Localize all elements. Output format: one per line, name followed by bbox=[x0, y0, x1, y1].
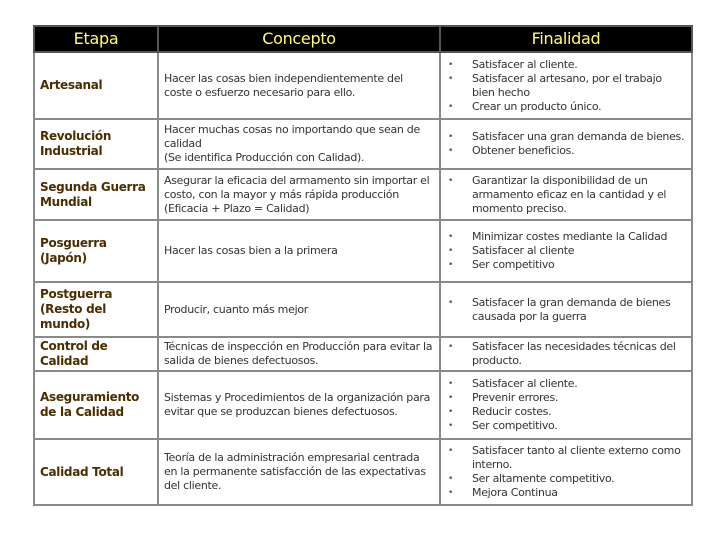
finalidad-item: • Ser competitivo bbox=[446, 258, 686, 272]
finalidad-item: • Satisfacer al cliente. bbox=[446, 58, 686, 72]
etapa-cell: Calidad Total bbox=[34, 439, 158, 505]
etapa-cell: Aseguramiento de la Calidad bbox=[34, 371, 158, 439]
etapa-cell: Postguerra (Resto del mundo) bbox=[34, 282, 158, 337]
finalidad-list bbox=[446, 58, 686, 114]
table-row bbox=[34, 371, 692, 439]
finalidad-cell bbox=[440, 439, 692, 505]
finalidad-list bbox=[446, 377, 686, 433]
concepto-cell: Asegurar la eficacia del armamento sin importar el costo, con la mayor y más rápida producción (Eficacia + Plazo = Calidad) bbox=[158, 169, 440, 220]
finalidad-item: • Satisfacer las necesidades técnicas del producto. bbox=[446, 340, 686, 368]
finalidad-item: • Satisfacer al artesano, por el trabajo bien hecho bbox=[446, 72, 686, 100]
finalidad-cell bbox=[440, 220, 692, 282]
finalidad-item: • Ser altamente competitivo. bbox=[446, 472, 686, 486]
finalidad-item: • Minimizar costes mediante la Calidad bbox=[446, 230, 686, 244]
table-row bbox=[34, 52, 692, 119]
concepto-cell: Técnicas de inspección en Producción para evitar la salida de bienes defectuosos. bbox=[158, 337, 440, 371]
finalidad-item: • Crear un producto único. bbox=[446, 100, 686, 114]
finalidad-cell bbox=[440, 119, 692, 169]
finalidad-item: • Garantizar la disponibilidad de un armamento eficaz en la cantidad y el momento preciso. bbox=[446, 174, 686, 216]
concepto-cell: Sistemas y Procedimientos de la organización para evitar que se produzcan bienes defectuosos. bbox=[158, 371, 440, 439]
finalidad-list bbox=[446, 296, 686, 324]
etapa-cell: Artesanal bbox=[34, 52, 158, 119]
etapa-cell: Control de Calidad bbox=[34, 337, 158, 371]
finalidad-cell bbox=[440, 52, 692, 119]
table-row bbox=[34, 119, 692, 169]
finalidad-item: • Satisfacer la gran demanda de bienes causada por la guerra bbox=[446, 296, 686, 324]
finalidad-item: • Reducir costes. bbox=[446, 405, 686, 419]
finalidad-item: • Obtener beneficios. bbox=[446, 144, 686, 158]
finalidad-item: • Prevenir errores. bbox=[446, 391, 686, 405]
finalidad-item: • Satisfacer al cliente. bbox=[446, 377, 686, 391]
finalidad-item: • Satisfacer al cliente bbox=[446, 244, 686, 258]
finalidad-item: • Satisfacer tanto al cliente externo como interno. bbox=[446, 444, 686, 472]
etapa-cell: Segunda Guerra Mundial bbox=[34, 169, 158, 220]
table-row bbox=[34, 282, 692, 337]
finalidad-cell bbox=[440, 282, 692, 337]
finalidad-item: • Ser competitivo. bbox=[446, 419, 686, 433]
finalidad-cell bbox=[440, 337, 692, 371]
concepto-cell: Hacer muchas cosas no importando que sean de calidad (Se identifica Producción con Calidad). bbox=[158, 119, 440, 169]
finalidad-list bbox=[446, 130, 686, 158]
table-row bbox=[34, 169, 692, 220]
finalidad-item: • Mejora Continua bbox=[446, 486, 686, 500]
finalidad-list bbox=[446, 230, 686, 272]
finalidad-item: • Satisfacer una gran demanda de bienes. bbox=[446, 130, 686, 144]
table-row bbox=[34, 439, 692, 505]
header-row bbox=[34, 26, 692, 52]
finalidad-list bbox=[446, 444, 686, 500]
table-row bbox=[34, 220, 692, 282]
finalidad-cell bbox=[440, 371, 692, 439]
concepto-cell: Producir, cuanto más mejor bbox=[158, 282, 440, 337]
concepto-cell: Hacer las cosas bien independientemente del coste o esfuerzo necesario para ello. bbox=[158, 52, 440, 119]
etapa-cell: Revolución Industrial bbox=[34, 119, 158, 169]
finalidad-list bbox=[446, 174, 686, 216]
etapa-cell: Posguerra (Japón) bbox=[34, 220, 158, 282]
quality-stages-table bbox=[33, 25, 693, 506]
header-finalidad: Finalidad bbox=[440, 26, 692, 52]
concepto-cell: Teoría de la administración empresarial centrada en la permanente satisfacción de las expectativas del cliente. bbox=[158, 439, 440, 505]
finalidad-cell bbox=[440, 169, 692, 220]
finalidad-list bbox=[446, 340, 686, 368]
concepto-cell: Hacer las cosas bien a la primera bbox=[158, 220, 440, 282]
header-concepto: Concepto bbox=[158, 26, 440, 52]
header-etapa: Etapa bbox=[34, 26, 158, 52]
table-row bbox=[34, 337, 692, 371]
